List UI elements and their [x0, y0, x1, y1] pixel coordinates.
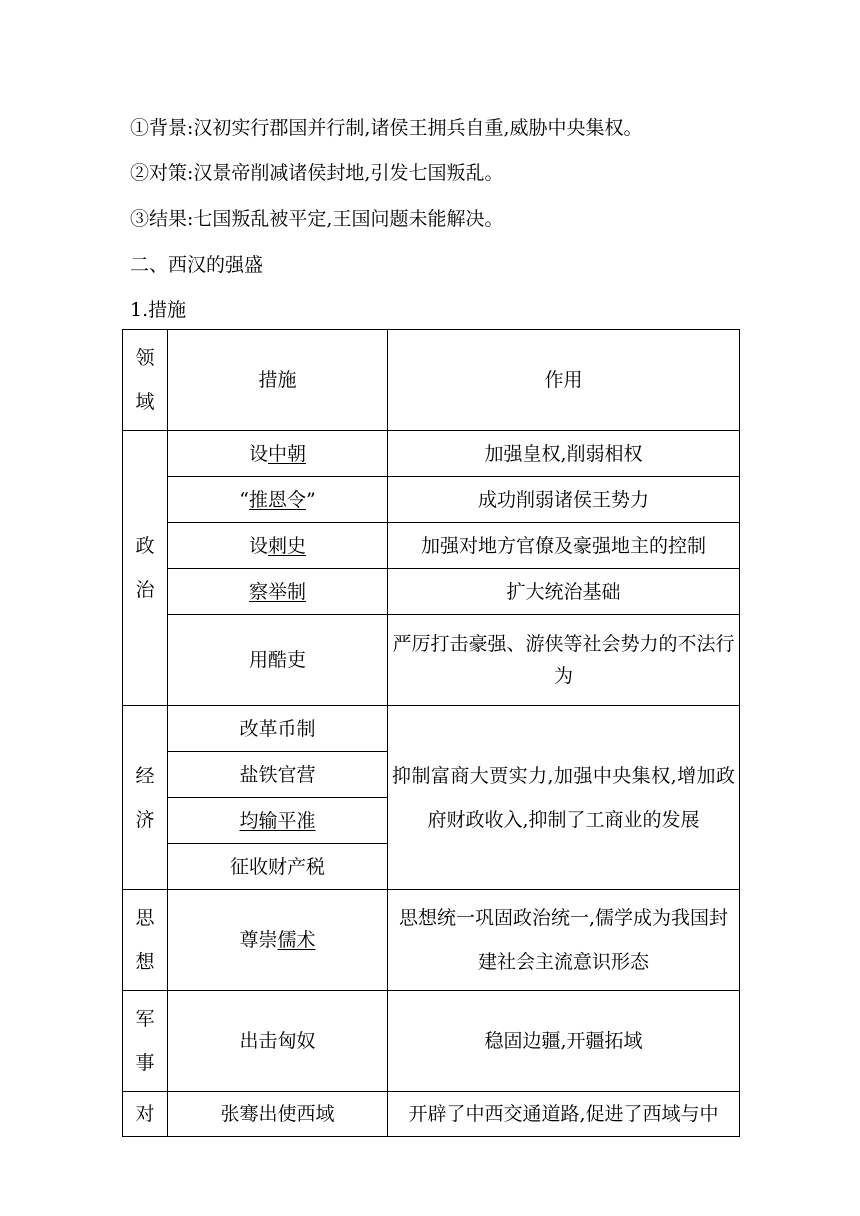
measure-cell [168, 431, 388, 477]
military-field-cell [123, 991, 168, 1092]
table-row [123, 991, 740, 1092]
result-paragraph: ③结果:七国叛乱被平定,王国问题未能解决。 [130, 208, 504, 230]
military-field-char-2: 事 [135, 1052, 155, 1074]
economy-effect-cell: 抑制富商大贾实力,加强中央集权,增加政府财政收入,抑制了工商业的发展 [388, 706, 740, 890]
politics-field-char-1: 政 [135, 535, 155, 557]
header-measure-cell: 措施 [168, 330, 388, 431]
table-row [123, 431, 740, 477]
background-paragraph: ①背景:汉初实行郡国并行制,诸侯王拥兵自重,威胁中央集权。 [130, 117, 643, 139]
economy-field-char-1: 经 [135, 764, 155, 787]
countermeasure-paragraph: ②对策:汉景帝削减诸侯封地,引发七国叛乱。 [130, 162, 504, 184]
economy-field-cell [123, 706, 168, 890]
measures-table [122, 329, 740, 1137]
measure-text: “ [239, 488, 249, 511]
thought-field-char-1: 思 [135, 907, 155, 929]
measure-text: 尊崇 [239, 929, 278, 951]
thought-field-cell [123, 890, 168, 991]
measure-cell: 张骞出使西域 [168, 1092, 388, 1137]
effect-cell: 稳固边疆,开疆拓域 [388, 991, 740, 1092]
table-row [123, 706, 740, 752]
measure-text: 盐铁官营 [239, 763, 316, 786]
measure-key-term: 刺史 [268, 534, 307, 557]
economy-field-char-2: 济 [135, 808, 155, 831]
military-field-char-1: 军 [135, 1008, 155, 1030]
effect-cell: 扩大统治基础 [388, 569, 740, 615]
table-header-row [123, 330, 740, 431]
measure-text-end: ” [306, 488, 316, 511]
thought-field-char-2: 想 [135, 951, 155, 973]
measure-cell [168, 890, 388, 991]
section-heading: 二、西汉的强盛 [130, 254, 264, 276]
effect-cell: 加强皇权,削弱相权 [388, 431, 740, 477]
table-row [123, 569, 740, 615]
measure-key-term: 儒术 [277, 929, 316, 951]
measure-cell [168, 477, 388, 523]
table-row [123, 523, 740, 569]
effect-cell: 开辟了中西交通道路,促进了西域与中 [388, 1092, 740, 1137]
table-row [123, 1092, 740, 1137]
header-field-cell [123, 330, 168, 431]
subsection-heading: 1.措施 [130, 299, 187, 321]
measure-cell [168, 844, 388, 890]
measure-cell [168, 798, 388, 844]
table-row [123, 615, 740, 706]
table-row [123, 477, 740, 523]
measure-key-term: 中朝 [268, 442, 307, 465]
measure-cell [168, 752, 388, 798]
measure-text: 用酷吏 [248, 649, 306, 671]
header-field-char-1: 领 [135, 347, 155, 369]
table-row [123, 890, 740, 991]
measure-key-term: 察举制 [248, 580, 306, 603]
measure-text: 征收财产税 [229, 855, 325, 878]
measure-text: 设 [248, 442, 268, 465]
measure-cell: 出击匈奴 [168, 991, 388, 1092]
politics-field-cell [123, 431, 168, 706]
measure-cell [168, 706, 388, 752]
header-effect-cell: 作用 [388, 330, 740, 431]
politics-field-char-2: 治 [135, 579, 155, 601]
measure-key-term: 推恩令 [248, 488, 306, 511]
measure-text: 改革币制 [239, 717, 316, 740]
measure-text: 设 [248, 534, 268, 557]
measure-key-term: 均输平准 [239, 809, 316, 832]
effect-cell: 成功削弱诸侯王势力 [388, 477, 740, 523]
measure-cell [168, 615, 388, 706]
effect-cell: 思想统一巩固政治统一,儒学成为我国封建社会主流意识形态 [388, 890, 740, 991]
effect-cell: 加强对地方官僚及豪强地主的控制 [388, 523, 740, 569]
measure-cell [168, 523, 388, 569]
header-field-char-2: 域 [135, 391, 155, 413]
foreign-field-cell: 对 [123, 1092, 168, 1137]
effect-cell: 严厉打击豪强、游侠等社会势力的不法行为 [388, 615, 740, 706]
measure-cell [168, 569, 388, 615]
